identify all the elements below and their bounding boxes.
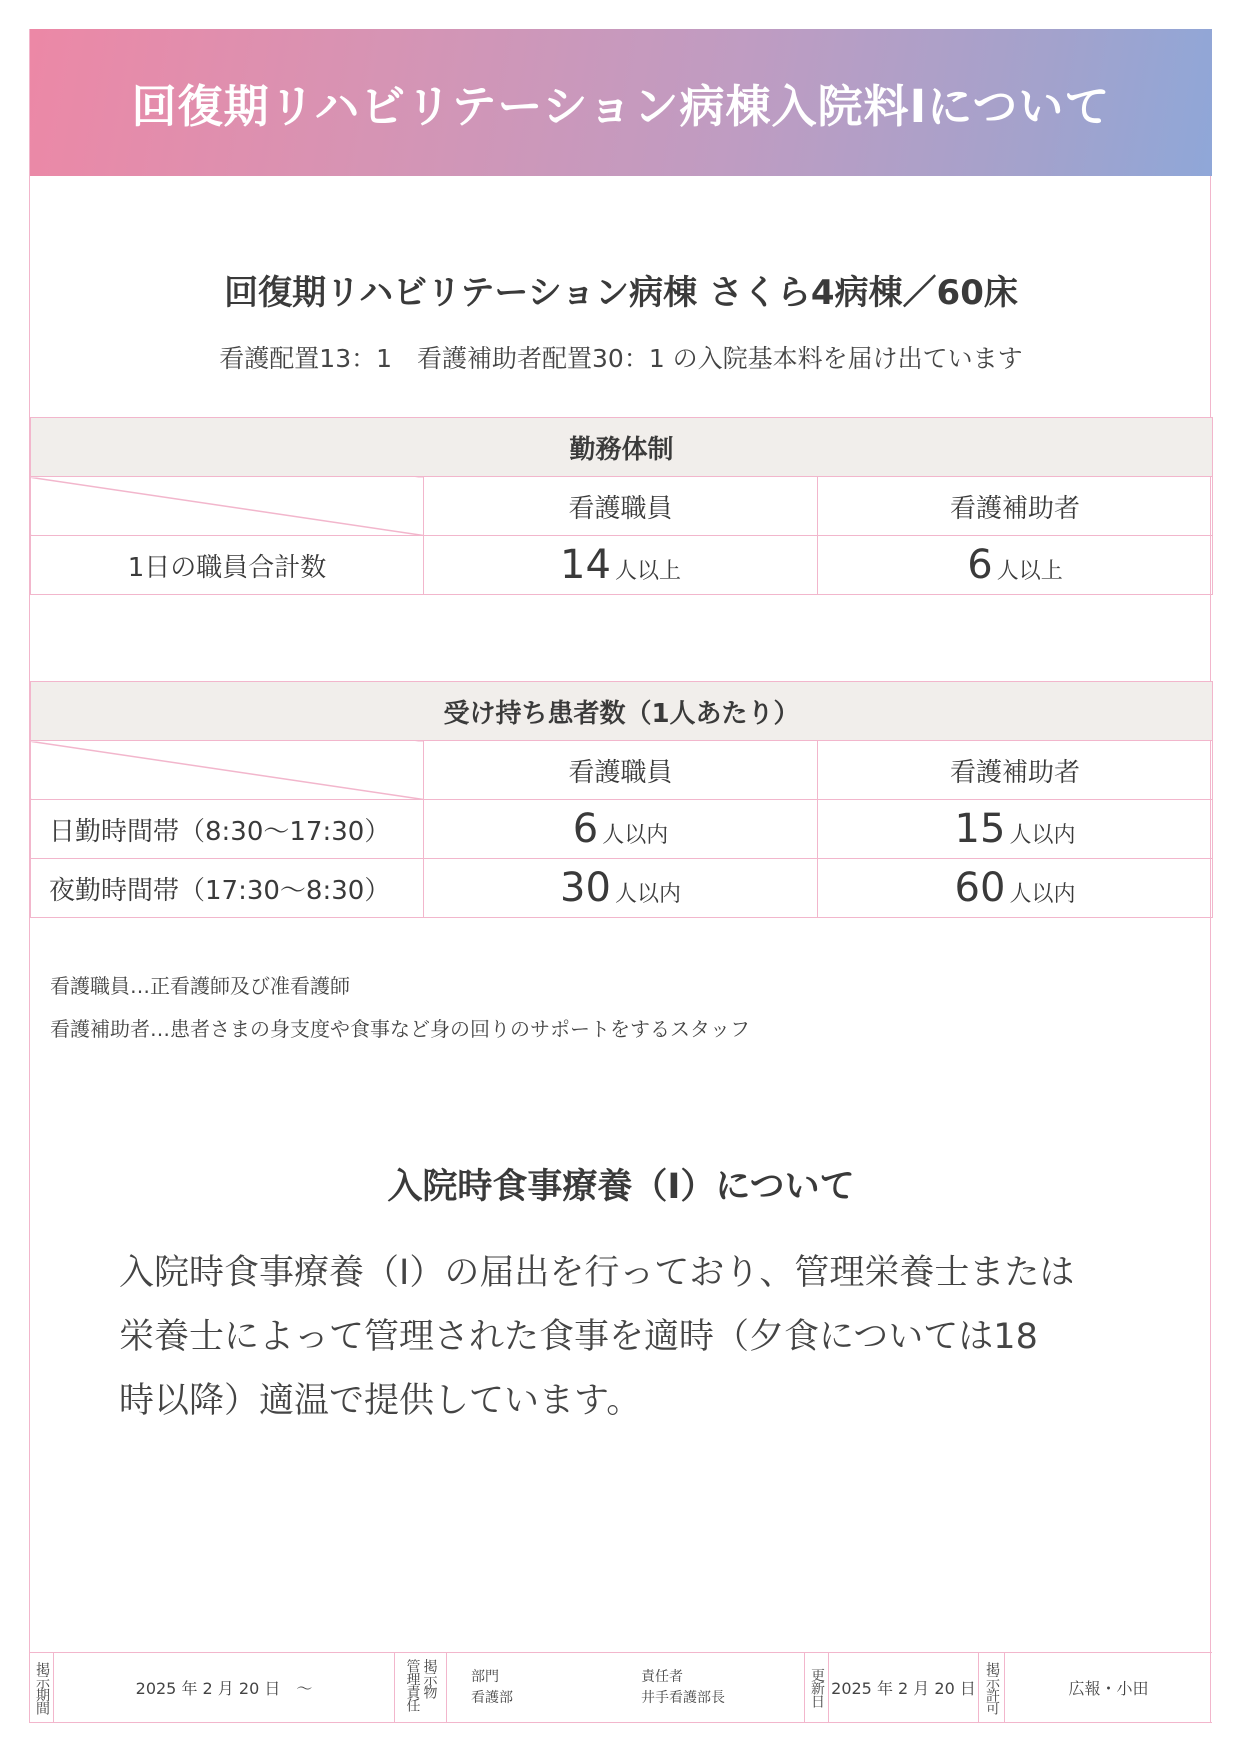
value-number: 60 [954, 865, 1006, 911]
row-label: 1日の職員合計数 [31, 536, 424, 595]
value-number: 6 [967, 542, 993, 588]
updated-label-cell [805, 1653, 829, 1722]
table-row [31, 800, 1213, 859]
value-number: 30 [560, 865, 611, 911]
ward-title: 回復期リハビリテーション病棟 さくら4病棟／60床 [224, 273, 1018, 313]
table-caption-row [31, 418, 1213, 477]
permit-label-cell [979, 1653, 1005, 1722]
manager-label-2: 管理責任 [404, 1659, 421, 1711]
period-label: 掲示期間 [34, 1661, 50, 1714]
permit-label: 掲示許可 [984, 1661, 1000, 1714]
definitions-notes [50, 972, 750, 1058]
table-header-row [31, 477, 1213, 536]
value-unit: 人以内 [602, 822, 669, 848]
department-value: 看護部 [471, 1689, 513, 1706]
value-cell [424, 859, 818, 918]
column-header: 看護職員 [424, 741, 818, 800]
staffing-table [30, 417, 1213, 595]
value-unit: 人以上 [996, 558, 1063, 584]
value-unit: 人以内 [1009, 822, 1076, 848]
body-line: 入院時食事療養（I）の届出を行っており、管理栄養士または [119, 1253, 1075, 1293]
ward-subtitle: 看護配置13：1 看護補助者配置30：1 の入院基本料を届け出ています [219, 344, 1023, 373]
updated-label: 更新日 [809, 1668, 825, 1707]
table-header-row [31, 741, 1213, 800]
patients-per-staff-table [30, 681, 1213, 918]
manager-label-1: 掲示物 [421, 1659, 438, 1698]
meal-section-body [119, 1241, 1139, 1433]
period-label-cell [30, 1653, 54, 1722]
person-value: 井手看護部長 [641, 1689, 725, 1706]
notice-page [29, 29, 1211, 1723]
column-header: 看護補助者 [818, 477, 1213, 536]
body-line: 栄養士によって管理された食事を適時（夕食については18 [119, 1317, 1038, 1357]
page-title: 回復期リハビリテーション病棟入院料Iについて [131, 80, 1111, 133]
table-caption: 受け持ち患者数（1人あたり） [31, 682, 1213, 741]
person-label: 責任者 [641, 1668, 683, 1685]
value-cell [818, 800, 1213, 859]
value-cell [818, 536, 1213, 595]
column-header: 看護補助者 [818, 741, 1213, 800]
permit-value: 広報・小田 [1068, 1679, 1149, 1698]
person-block [641, 1667, 725, 1709]
value-cell [424, 800, 818, 859]
column-header: 看護職員 [424, 477, 818, 536]
body-line: 時以降）適温で提供しています。 [119, 1381, 642, 1421]
department-label: 部門 [471, 1668, 499, 1685]
period-value: 2025 年 2 月 20 日 ～ [135, 1679, 313, 1698]
responsibility-cell [447, 1653, 805, 1722]
diagonal-corner-cell [31, 741, 424, 800]
value-unit: 人以内 [614, 881, 681, 907]
note-line: 看護職員…正看護師及び准看護師 [50, 974, 350, 998]
value-cell [818, 859, 1213, 918]
row-label: 日勤時間帯（8:30〜17:30） [31, 800, 424, 859]
period-value-cell [54, 1653, 395, 1722]
table-row [31, 859, 1213, 918]
permit-value-cell [1005, 1653, 1212, 1722]
posting-info-footer [30, 1652, 1212, 1723]
value-unit: 人以上 [614, 558, 681, 584]
value-unit: 人以内 [1009, 881, 1076, 907]
title-banner [30, 29, 1212, 176]
meal-section-title: 入院時食事療養（I）について [387, 1167, 855, 1207]
value-cell [424, 536, 818, 595]
value-number: 15 [954, 806, 1006, 852]
updated-value-cell [829, 1653, 979, 1722]
value-number: 6 [572, 806, 599, 852]
table-caption-row [31, 682, 1213, 741]
department-block [471, 1667, 513, 1709]
manager-label-cell [395, 1653, 447, 1722]
diagonal-corner-cell [31, 477, 424, 536]
updated-value: 2025 年 2 月 20 日 [831, 1679, 976, 1698]
table-row [31, 536, 1213, 595]
row-label: 夜勤時間帯（17:30〜8:30） [31, 859, 424, 918]
value-number: 14 [560, 542, 611, 588]
note-line: 看護補助者…患者さまの身支度や食事など身の回りのサポートをするスタッフ [50, 1017, 750, 1041]
table-caption: 勤務体制 [31, 418, 1213, 477]
